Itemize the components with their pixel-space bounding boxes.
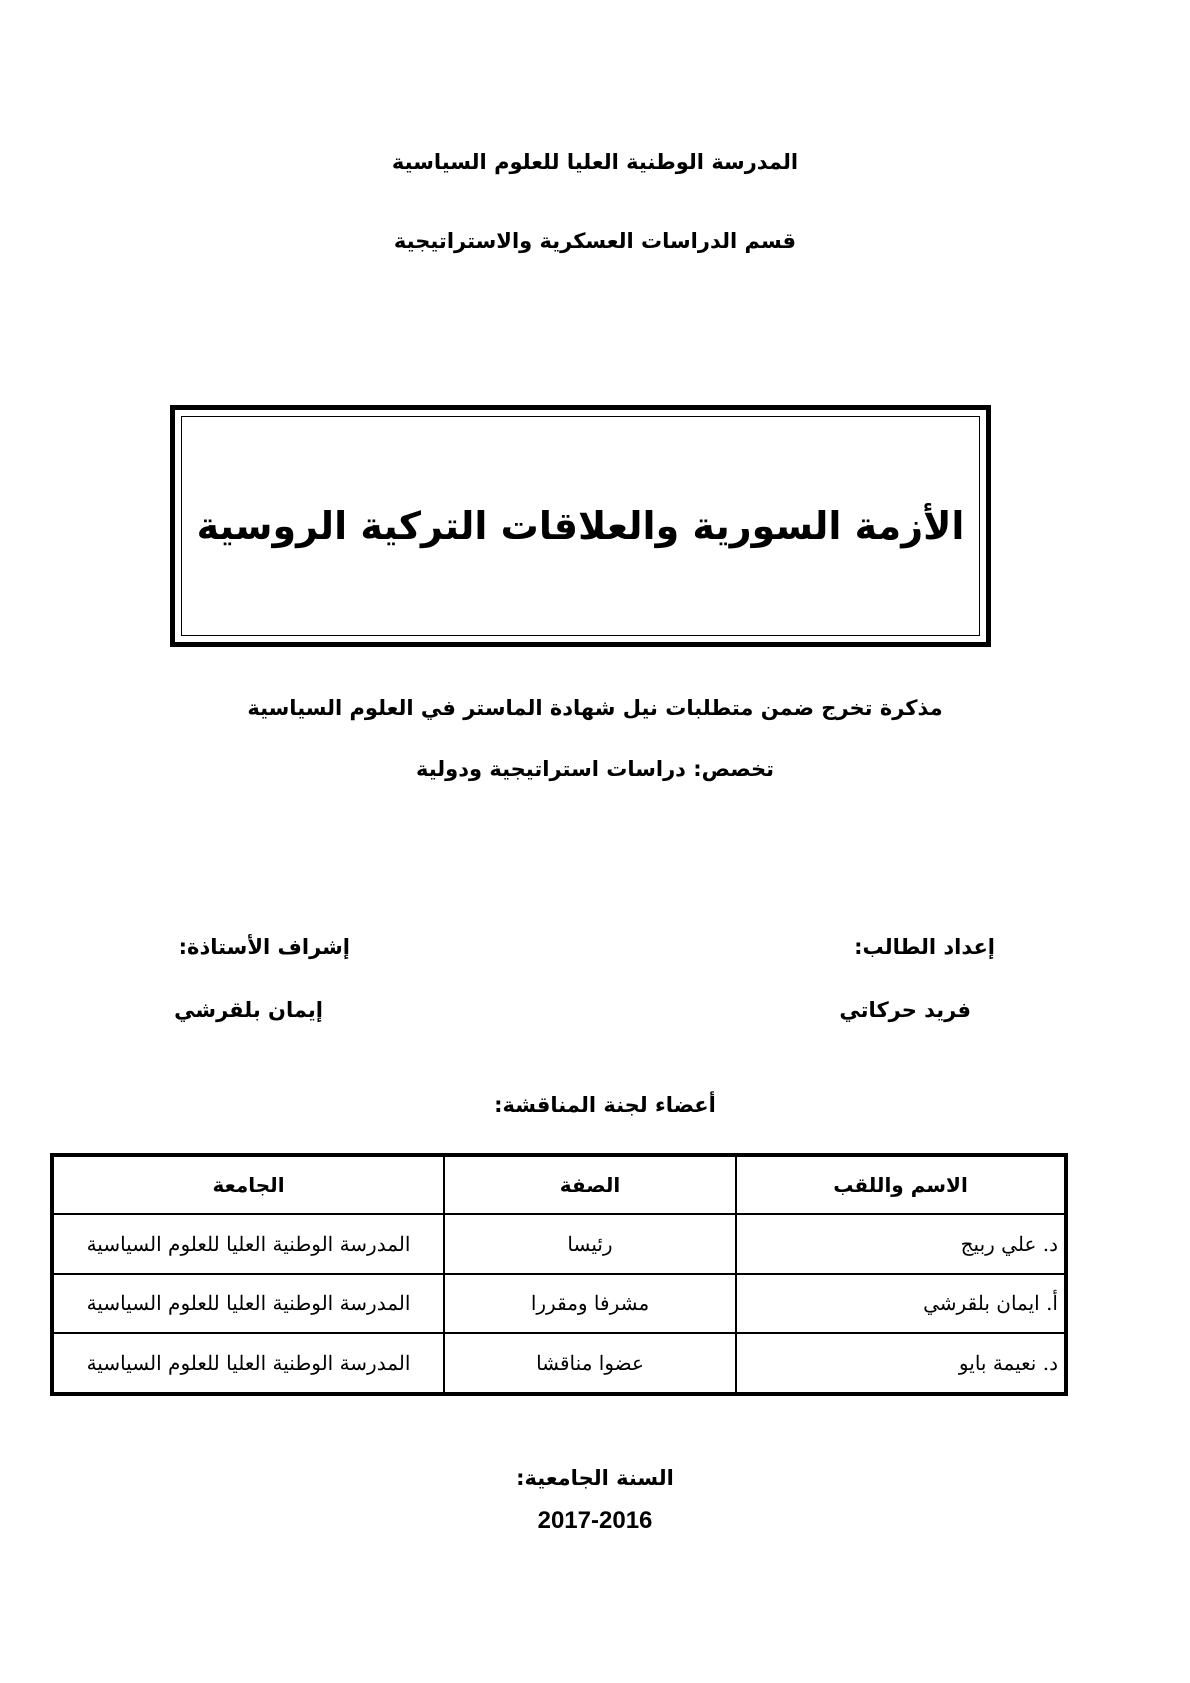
academic-year-label: السنة الجامعية: [516,1466,674,1490]
member-university: المدرسة الوطنية العليا للعلوم السياسية [52,1274,444,1334]
committee-heading: أعضاء لجنة المناقشة: [494,1093,716,1117]
school-name: المدرسة الوطنية العليا للعلوم السياسية [391,150,799,174]
table-header-row [52,1155,1066,1214]
member-university: المدرسة الوطنية العليا للعلوم السياسية [52,1333,444,1394]
member-university: المدرسة الوطنية العليا للعلوم السياسية [52,1214,444,1274]
member-name: د. نعيمة بايو [736,1333,1066,1394]
thesis-specialty: تخصص: دراسات استراتيجية ودولية [415,757,775,781]
column-header-university: الجامعة [52,1155,444,1214]
member-name: أ. ايمان بلقرشي [736,1274,1066,1334]
supervisor-label: إشراف الأستاذة: [178,935,350,959]
supervisor-name: إيمان بلقرشي [174,998,323,1022]
department-name: قسم الدراسات العسكرية والاستراتيجية [393,229,797,253]
student-label: إعداد الطالب: [854,935,995,959]
member-role: عضوا مناقشا [444,1333,736,1394]
table-row [52,1274,1066,1334]
thesis-description: مذكرة تخرج ضمن متطلبات نيل شهادة الماستر في العلوم السياسية [247,696,943,720]
thesis-title: الأزمة السورية والعلاقات التركية الروسية [196,504,965,548]
table-row [52,1214,1066,1274]
committee-table [50,1153,1068,1396]
academic-year-value: 2017-2016 [537,1507,653,1534]
title-frame [170,405,991,647]
column-header-role: الصفة [444,1155,736,1214]
member-role: رئيسا [444,1214,736,1274]
member-name: د. علي ربيج [736,1214,1066,1274]
student-name: فريد حركاتي [839,998,971,1022]
table-row [52,1333,1066,1394]
column-header-name: الاسم واللقب [736,1155,1066,1214]
member-role: مشرفا ومقررا [444,1274,736,1334]
